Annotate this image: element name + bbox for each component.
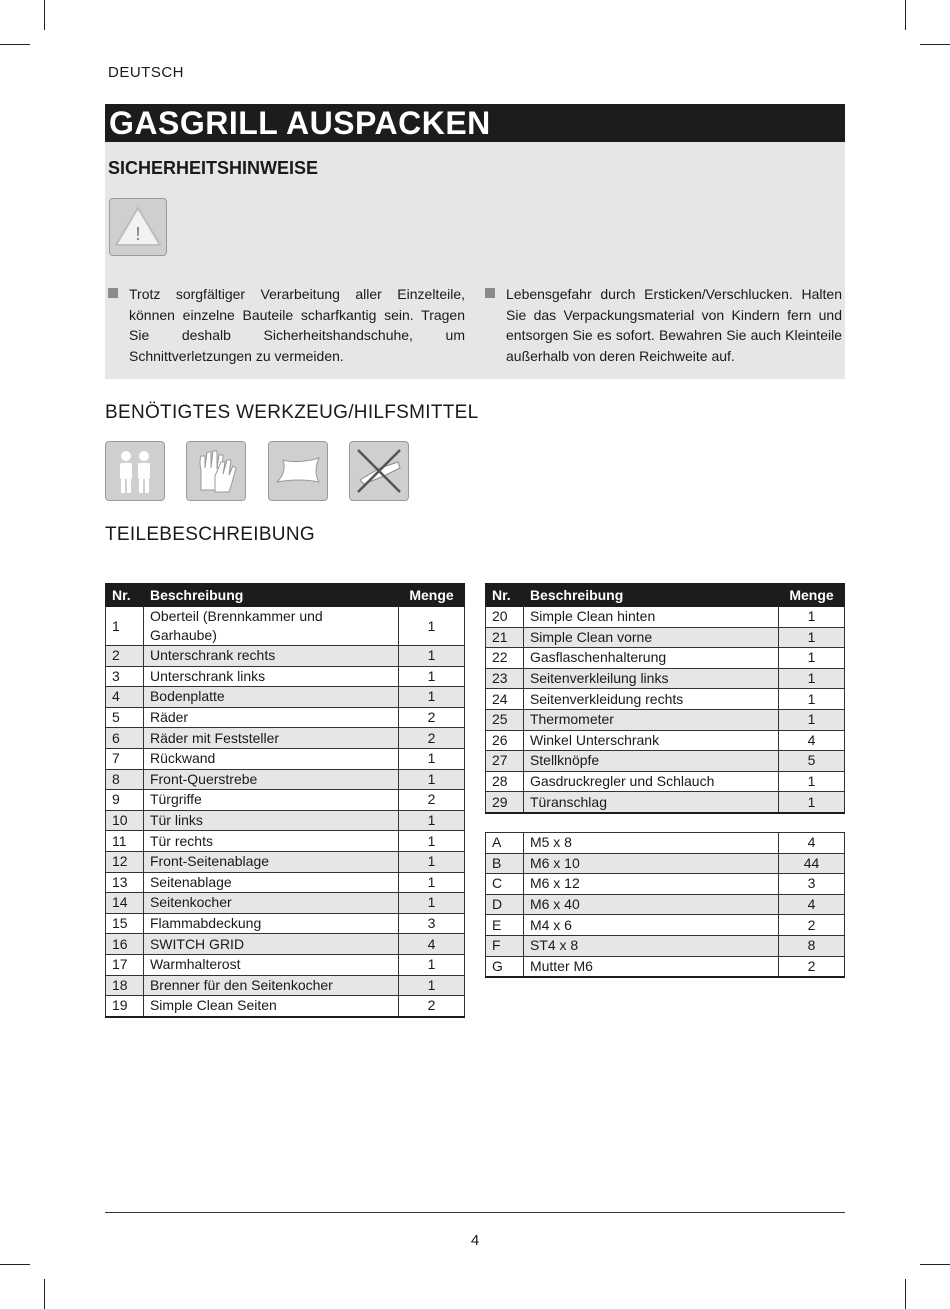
cell-nr: 7	[106, 748, 144, 769]
cell-nr: 14	[106, 893, 144, 914]
safety-note-text: Trotz sorgfältiger Verarbeitung aller Einzelteile, können einzelne Bauteile scharfkantig sein. Tragen Sie deshalb Sicherheitshandschuhe, um Schnittverletzungen zu vermeiden.	[129, 286, 465, 364]
cell-quantity: 1	[779, 792, 845, 813]
cell-nr: 28	[486, 771, 524, 792]
gloves-icon	[186, 441, 246, 501]
cell-nr: 25	[486, 709, 524, 730]
table-row	[106, 975, 465, 996]
table-row	[486, 833, 845, 854]
cell-nr: 6	[106, 728, 144, 749]
safety-note-1	[129, 284, 465, 366]
cell-quantity: 2	[399, 996, 465, 1017]
cell-nr: 12	[106, 851, 144, 872]
cell-quantity: 1	[399, 769, 465, 790]
cell-nr: G	[486, 956, 524, 977]
cell-quantity: 1	[779, 648, 845, 669]
table-row	[106, 728, 465, 749]
table-row	[486, 668, 845, 689]
bullet-icon	[108, 288, 118, 298]
cell-description: Tür rechts	[143, 831, 398, 852]
cell-description: Stellknöpfe	[523, 751, 778, 772]
cell-quantity: 2	[779, 915, 845, 936]
cell-quantity: 1	[399, 646, 465, 667]
hardware-table	[485, 832, 845, 978]
table-row	[106, 996, 465, 1017]
page-number: 4	[470, 1232, 480, 1249]
cell-nr: 27	[486, 751, 524, 772]
cell-quantity: 1	[399, 831, 465, 852]
table-row	[106, 646, 465, 667]
cell-quantity: 1	[399, 687, 465, 708]
cell-description: Seitenverkleilung links	[523, 668, 778, 689]
table-row	[106, 790, 465, 811]
cell-nr: 15	[106, 913, 144, 934]
cell-nr: D	[486, 894, 524, 915]
cell-description: Brenner für den Seitenkocher	[143, 975, 398, 996]
cell-description: Front-Querstrebe	[143, 769, 398, 790]
page-title: GASGRILL AUSPACKEN	[105, 104, 845, 142]
cell-quantity: 1	[779, 607, 845, 628]
cell-description: Flammabdeckung	[143, 913, 398, 934]
cell-nr: E	[486, 915, 524, 936]
cell-description: Oberteil (Brennkammer und Garhaube)	[143, 607, 398, 646]
cell-nr: 10	[106, 810, 144, 831]
cell-description: M6 x 40	[523, 894, 778, 915]
cell-description: Simple Clean vorne	[523, 627, 778, 648]
cell-description: Seitenverkleidung rechts	[523, 689, 778, 710]
cell-description: Thermometer	[523, 709, 778, 730]
table-row	[486, 607, 845, 628]
table-row	[486, 792, 845, 813]
cell-nr: 18	[106, 975, 144, 996]
cell-nr: 5	[106, 707, 144, 728]
cell-quantity: 1	[779, 709, 845, 730]
cell-description: Gasflaschenhalterung	[523, 648, 778, 669]
table-row	[486, 751, 845, 772]
two-persons-icon	[105, 441, 165, 501]
crop-mark	[0, 44, 30, 45]
table-row	[106, 934, 465, 955]
cell-nr: 1	[106, 607, 144, 646]
table-header	[106, 584, 465, 607]
table-row	[106, 851, 465, 872]
cell-quantity: 1	[399, 748, 465, 769]
cell-nr: 21	[486, 627, 524, 648]
table-row	[106, 954, 465, 975]
cell-description: Tür links	[143, 810, 398, 831]
cell-description: Simple Clean Seiten	[143, 996, 398, 1017]
cell-description: Winkel Unterschrank	[523, 730, 778, 751]
table-row	[486, 730, 845, 751]
cell-nr: 22	[486, 648, 524, 669]
cell-nr: 23	[486, 668, 524, 689]
crop-mark	[905, 0, 906, 30]
cloth-icon	[268, 441, 328, 501]
cell-quantity: 4	[779, 894, 845, 915]
column-header-desc: Beschreibung	[523, 584, 778, 607]
cell-nr: 20	[486, 607, 524, 628]
table-row	[106, 687, 465, 708]
cell-nr: 26	[486, 730, 524, 751]
cell-description: M5 x 8	[523, 833, 778, 854]
language-label: DEUTSCH	[108, 64, 185, 81]
cell-nr: 8	[106, 769, 144, 790]
cell-description: Unterschrank rechts	[143, 646, 398, 667]
cell-quantity: 2	[399, 707, 465, 728]
table-row	[486, 853, 845, 874]
table-row	[486, 874, 845, 895]
column-header-qty: Menge	[779, 584, 845, 607]
cell-nr: B	[486, 853, 524, 874]
cell-description: M4 x 6	[523, 915, 778, 936]
table-row	[486, 689, 845, 710]
cell-quantity: 1	[399, 810, 465, 831]
cell-description: Türgriffe	[143, 790, 398, 811]
safety-heading: SICHERHEITSHINWEISE	[108, 158, 319, 178]
cell-nr: 19	[106, 996, 144, 1017]
table-header	[486, 584, 845, 607]
cell-quantity: 1	[399, 851, 465, 872]
cell-quantity: 5	[779, 751, 845, 772]
cell-description: Räder	[143, 707, 398, 728]
tools-heading: BENÖTIGTES WERKZEUG/HILFSMITTEL	[105, 402, 479, 423]
table-row	[106, 607, 465, 646]
cell-description: SWITCH GRID	[143, 934, 398, 955]
table-row	[106, 872, 465, 893]
safety-note-text: Lebensgefahr durch Ersticken/Verschlucken. Halten Sie das Verpackungsmaterial von Kindern fern und entsorgen Sie es sofort. Bewahren Sie auch Kleinteile außerhalb von deren Reichweite auf.	[506, 286, 842, 364]
cell-nr: 13	[106, 872, 144, 893]
cell-quantity: 4	[779, 730, 845, 751]
cell-description: Mutter M6	[523, 956, 778, 977]
table-row	[106, 810, 465, 831]
cell-quantity: 4	[399, 934, 465, 955]
cell-quantity: 1	[399, 954, 465, 975]
cell-description: ST4 x 8	[523, 935, 778, 956]
no-knife-icon	[349, 441, 409, 501]
cell-quantity: 1	[779, 668, 845, 689]
cell-nr: C	[486, 874, 524, 895]
cell-nr: 3	[106, 666, 144, 687]
table-row	[106, 893, 465, 914]
cell-nr: 9	[106, 790, 144, 811]
crop-mark	[920, 1264, 950, 1265]
table-row	[486, 709, 845, 730]
cell-quantity: 3	[399, 913, 465, 934]
column-header-desc: Beschreibung	[143, 584, 398, 607]
cell-quantity: 4	[779, 833, 845, 854]
table-row	[486, 771, 845, 792]
bullet-icon	[485, 288, 495, 298]
cell-description: Rückwand	[143, 748, 398, 769]
table-row	[486, 935, 845, 956]
cell-description: Warmhalterost	[143, 954, 398, 975]
cell-quantity: 1	[399, 893, 465, 914]
cell-nr: 17	[106, 954, 144, 975]
cell-nr: 16	[106, 934, 144, 955]
footer-divider	[105, 1212, 845, 1213]
table-row	[106, 769, 465, 790]
column-header-qty: Menge	[399, 584, 465, 607]
cell-description: Unterschrank links	[143, 666, 398, 687]
crop-mark	[905, 1279, 906, 1309]
warning-symbol: !	[135, 224, 141, 244]
cell-description: Gasdruckregler und Schlauch	[523, 771, 778, 792]
column-header-nr: Nr.	[106, 584, 144, 607]
safety-section	[105, 142, 845, 379]
cell-nr: 4	[106, 687, 144, 708]
crop-mark	[44, 1279, 45, 1309]
cell-quantity: 2	[779, 956, 845, 977]
cell-description: Simple Clean hinten	[523, 607, 778, 628]
table-row	[106, 748, 465, 769]
cell-nr: 24	[486, 689, 524, 710]
crop-mark	[0, 1264, 30, 1265]
parts-table-left	[105, 583, 465, 1018]
cell-nr: 2	[106, 646, 144, 667]
cell-nr: 29	[486, 792, 524, 813]
cell-description: Seitenkocher	[143, 893, 398, 914]
table-row	[486, 627, 845, 648]
cell-nr: 11	[106, 831, 144, 852]
cell-quantity: 44	[779, 853, 845, 874]
table-row	[486, 894, 845, 915]
cell-quantity: 1	[399, 975, 465, 996]
table-row	[106, 831, 465, 852]
cell-quantity: 8	[779, 935, 845, 956]
cell-description: Front-Seitenablage	[143, 851, 398, 872]
cell-description: M6 x 10	[523, 853, 778, 874]
cell-quantity: 2	[399, 790, 465, 811]
cell-description: Bodenplatte	[143, 687, 398, 708]
warning-triangle-icon	[109, 198, 167, 256]
cell-quantity: 1	[399, 607, 465, 646]
cell-quantity: 1	[399, 666, 465, 687]
table-row	[106, 666, 465, 687]
table-row	[486, 648, 845, 669]
cell-quantity: 1	[779, 689, 845, 710]
cell-quantity: 3	[779, 874, 845, 895]
column-header-nr: Nr.	[486, 584, 524, 607]
crop-mark	[920, 44, 950, 45]
cell-quantity: 2	[399, 728, 465, 749]
cell-description: Räder mit Feststeller	[143, 728, 398, 749]
crop-mark	[44, 0, 45, 30]
cell-quantity: 1	[399, 872, 465, 893]
cell-description: M6 x 12	[523, 874, 778, 895]
parts-table-right	[485, 583, 845, 814]
safety-note-2	[506, 284, 842, 366]
cell-description: Türanschlag	[523, 792, 778, 813]
cell-nr: A	[486, 833, 524, 854]
table-row	[486, 915, 845, 936]
table-row	[106, 707, 465, 728]
cell-quantity: 1	[779, 771, 845, 792]
cell-quantity: 1	[779, 627, 845, 648]
parts-heading: TEILEBESCHREIBUNG	[105, 524, 315, 545]
cell-description: Seitenablage	[143, 872, 398, 893]
table-row	[106, 913, 465, 934]
cell-nr: F	[486, 935, 524, 956]
table-row	[486, 956, 845, 977]
